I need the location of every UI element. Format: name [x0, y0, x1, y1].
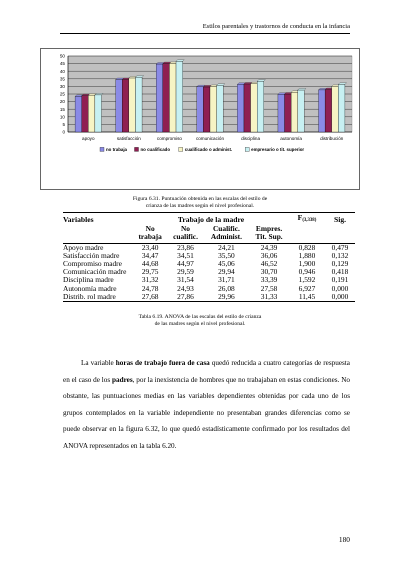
- bar: [169, 64, 176, 132]
- bar: [332, 86, 339, 132]
- row-label: Comunicación madre: [63, 267, 127, 277]
- cell-value: 27,58: [260, 283, 278, 293]
- bar: [88, 95, 95, 132]
- page-number: 180: [338, 535, 350, 544]
- x-tick-label: satisfacción: [116, 136, 141, 141]
- bar: [325, 90, 332, 132]
- header-group: Trabajo de la madre: [133, 213, 289, 226]
- subheader-3-line-1: Cualific.: [212, 224, 240, 234]
- cell-f: 11,45: [289, 293, 325, 302]
- cell-value: 44,97: [177, 259, 194, 269]
- x-tick-label: apoyo: [82, 136, 95, 141]
- cell-value: 29,94: [218, 267, 235, 277]
- anova-table: [63, 212, 355, 302]
- bar: [82, 96, 89, 132]
- cell-f: 1,592: [298, 275, 316, 285]
- cell-value: 46,52: [260, 259, 278, 269]
- row-label: Satisfacción madre: [63, 250, 120, 260]
- anova-table-container: [63, 212, 355, 302]
- y-tick-label: 35: [59, 76, 65, 82]
- x-tick-label: comunicación: [195, 136, 225, 141]
- y-tick-label: 40: [59, 68, 65, 74]
- bar-top: [176, 60, 184, 62]
- cell-value: 33,39: [260, 275, 278, 285]
- cell-value: 31,33: [249, 293, 289, 302]
- subheader-3-line-2: Administ.: [204, 233, 249, 243]
- figure-caption-line-1: Figura 6.31. Puntuación obtenida en las escalas del estilo de: [132, 196, 268, 202]
- cell-value: 29,96: [204, 293, 249, 302]
- y-tick-label: 5: [62, 122, 65, 127]
- bar: [163, 64, 170, 132]
- bar: [197, 87, 204, 132]
- bar: [338, 84, 345, 132]
- body-paragraph: [63, 355, 350, 455]
- y-tick-label: 0: [62, 129, 65, 135]
- figure-caption-line-2: crianza de las madres según el nivel profesional.: [145, 203, 255, 210]
- cell-f: 6,927: [298, 283, 316, 293]
- bar: [210, 86, 217, 132]
- cell-f: 1,880: [298, 250, 316, 260]
- bar: [251, 84, 258, 132]
- cell-f: 0,946: [298, 267, 316, 277]
- legend-swatch: [245, 147, 249, 151]
- bar: [95, 95, 102, 132]
- cell-value: 24,39: [260, 242, 278, 252]
- bar: [237, 84, 244, 132]
- subheader-4-line-2: Tit. Sup.: [249, 233, 289, 243]
- paragraph-text: La variable: [81, 359, 116, 367]
- subheader-2-line-1: No: [180, 224, 191, 234]
- x-tick-label: autonomía: [280, 136, 303, 141]
- legend-swatch: [100, 147, 104, 151]
- y-tick-label: 30: [59, 84, 65, 89]
- cell-value: 29,75: [141, 267, 159, 277]
- paragraph-emphasis: padres: [112, 375, 133, 384]
- figure-caption: [110, 196, 290, 210]
- bar: [298, 90, 305, 132]
- cell-sig: 0,418: [331, 267, 349, 277]
- row-label: Disciplina madre: [63, 275, 114, 285]
- header-f-df: (3,338): [302, 218, 317, 223]
- bar: [116, 80, 123, 132]
- cell-value: 45,06: [218, 259, 235, 269]
- bar: [122, 80, 129, 132]
- paragraph-emphasis: horas de trabajo fuera de casa: [115, 359, 210, 367]
- cell-value: 27,68: [133, 293, 167, 302]
- header-rule: [60, 33, 350, 34]
- bar: [319, 90, 326, 132]
- x-tick-label: distribución: [320, 136, 344, 141]
- legend-swatch: [179, 147, 183, 151]
- cell-value: 31,54: [177, 275, 194, 285]
- cell-value: 24,21: [218, 242, 235, 252]
- y-tick-label: 25: [59, 91, 65, 97]
- bar: [156, 64, 163, 132]
- bar-top: [95, 93, 103, 95]
- y-tick-label: 15: [59, 106, 65, 112]
- legend-swatch: [135, 147, 139, 151]
- table-caption-line-2: de las madres según el nivel profesional.: [154, 321, 246, 328]
- cell-value: 35,50: [218, 250, 235, 260]
- header-variables: Variables: [63, 213, 133, 226]
- y-tick-label: 50: [59, 53, 65, 59]
- cell-value: 34,51: [177, 250, 194, 260]
- cell-value: 29,59: [177, 267, 194, 277]
- cell-value: 27,86: [167, 293, 203, 302]
- bar-top: [298, 88, 306, 90]
- x-tick-label: compromiso: [156, 136, 182, 141]
- row-label: Distrib. rol madre: [63, 293, 133, 302]
- bar: [176, 61, 183, 132]
- bar: [278, 94, 285, 132]
- row-label: Apoyo madre: [63, 242, 104, 252]
- subheader-4-line-1: Empres.: [255, 224, 283, 234]
- running-head: Estilos parentales y trastornos de conducta en la infancia: [202, 23, 350, 30]
- cell-value: 44,68: [141, 259, 159, 269]
- bar-top: [257, 80, 265, 82]
- table-caption-line-1: Tabla 6.19. ANOVA de las escalas del estilo de crianza: [138, 314, 262, 320]
- bar: [135, 77, 142, 132]
- bar: [75, 96, 82, 132]
- legend-label: no trabaja: [106, 147, 127, 152]
- row-label: Compromiso madre: [63, 259, 122, 269]
- cell-sig: 0,000: [325, 293, 355, 302]
- cell-value: 34,47: [141, 250, 159, 260]
- legend-label: empresario o tit. superior: [251, 147, 305, 152]
- bar-top: [135, 76, 143, 78]
- cell-sig: 0,132: [331, 250, 349, 260]
- cell-sig: 0,479: [331, 242, 349, 252]
- bar-top: [338, 83, 346, 85]
- cell-value: 36,06: [260, 250, 278, 260]
- y-tick-label: 10: [59, 114, 65, 120]
- subheader-1-line-2: trabaja: [133, 233, 167, 243]
- y-tick-label: 20: [59, 99, 65, 105]
- cell-value: 24,78: [141, 283, 159, 293]
- subheader-1-line-1: No: [145, 224, 155, 234]
- bar-chart: [40, 48, 360, 190]
- subheader-2-line-2: cualific.: [167, 233, 203, 243]
- cell-sig: 0,000: [331, 283, 349, 293]
- cell-value: 24,93: [177, 283, 194, 293]
- table-caption: [100, 314, 300, 328]
- cell-value: 30,70: [260, 267, 278, 277]
- bar: [244, 84, 251, 132]
- cell-sig: 0,129: [331, 259, 349, 269]
- bar: [217, 85, 224, 132]
- table-row: [63, 293, 355, 302]
- cell-value: 31,71: [218, 275, 235, 285]
- bar: [285, 94, 292, 132]
- cell-sig: 0,191: [331, 275, 349, 285]
- legend-label: cualificado o administ.: [184, 147, 233, 152]
- paragraph-text: quedó reducida a cuatro categorías de respuesta en el caso de los: [63, 359, 350, 384]
- header-f-letter: F: [297, 213, 303, 222]
- row-label: Autonomía madre: [63, 283, 117, 293]
- bar: [291, 92, 298, 132]
- header-f: [289, 213, 325, 226]
- bar-top: [217, 84, 225, 86]
- cell-f: 1,900: [298, 259, 316, 269]
- cell-value: 31,32: [141, 275, 159, 285]
- cell-value: 23,86: [177, 242, 194, 252]
- bar: [129, 78, 136, 132]
- paragraph-text: , por la inexistencia de hombres que no trabajaban en estas condiciones. No obstante, las puntuaciones medias en las variables dependientes obtenidas por cada uno de los grupos contemplados en la variable independiente no presentaban grandes diferencias como se puede observar en la figura 6.32, lo que quedó estadísticamente confirmado por los resultados del ANOVA representados en la tabla 6.20.: [63, 375, 351, 450]
- header-sig: Sig.: [325, 213, 355, 226]
- bar: [257, 81, 264, 132]
- x-tick-label: disciplina: [241, 136, 261, 141]
- cell-f: 0,828: [298, 242, 316, 252]
- y-tick-label: 45: [59, 61, 65, 67]
- cell-value: 26,08: [218, 283, 235, 293]
- cell-value: 23,40: [141, 242, 159, 252]
- bar: [203, 87, 210, 132]
- legend-label: no cualificado: [140, 147, 171, 152]
